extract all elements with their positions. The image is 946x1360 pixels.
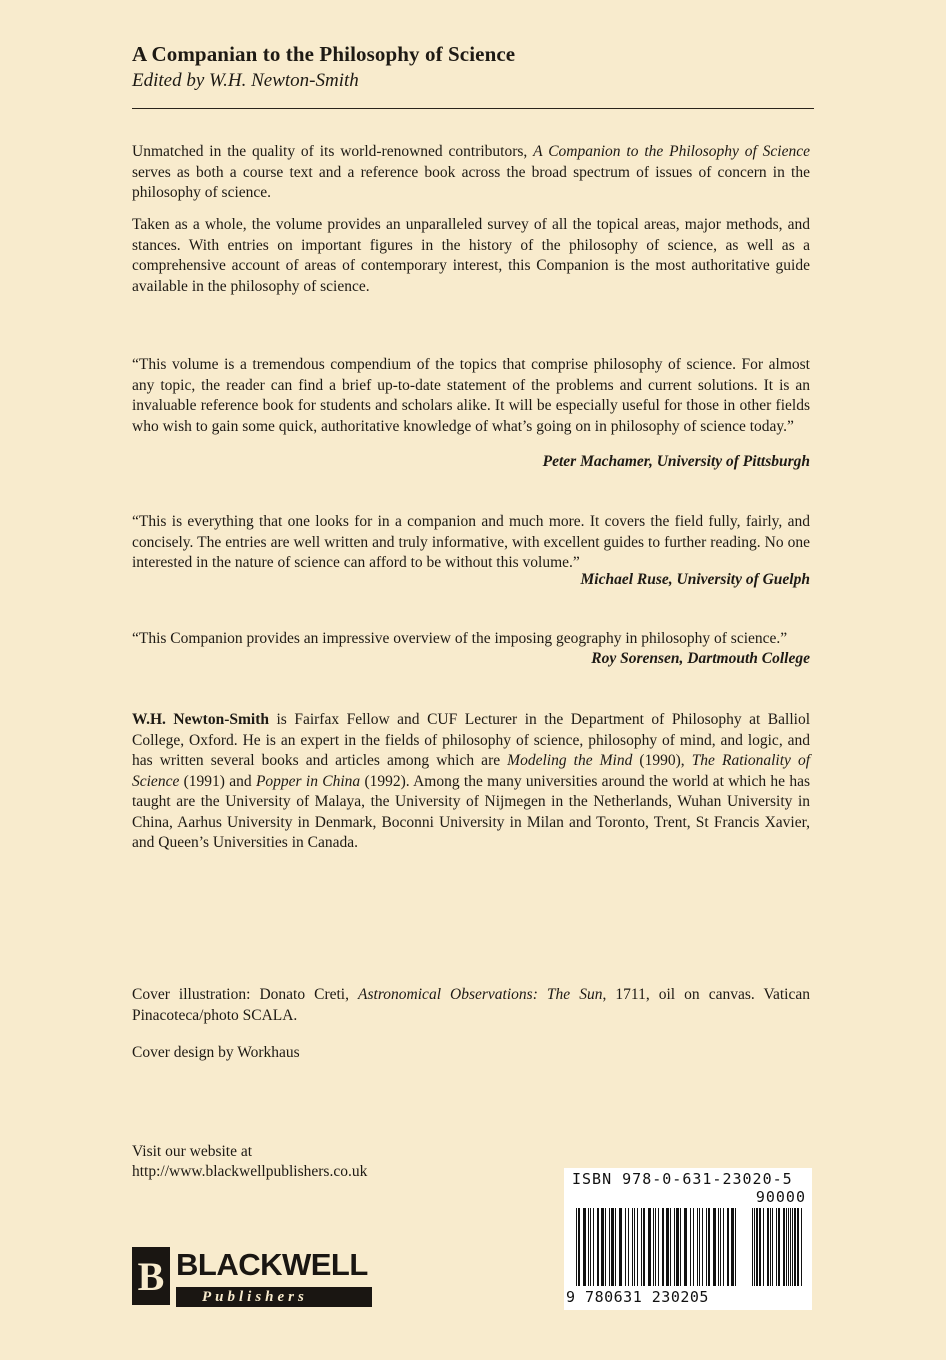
cover-illustration-credit: Cover illustration: Donato Creti, Astronomical Observations: The Sun, 1711, oil on canvas. Vatican Pinacoteca/photo SCALA.: [132, 986, 810, 1024]
barcode-panel: [564, 1168, 812, 1310]
barcode-addon-bar: [767, 1208, 769, 1286]
barcode-addon-bar: [788, 1208, 789, 1286]
barcode-addon-bar: [778, 1208, 780, 1286]
barcode-bar: [697, 1208, 698, 1286]
barcode-addon-bar: [783, 1208, 785, 1286]
barcode-addon-bar: [756, 1208, 758, 1286]
barcode-bar: [670, 1208, 671, 1286]
barcode-bar: [727, 1208, 729, 1286]
author-bio: W.H. Newton-Smith is Fairfax Fellow and CUF Lecturer in the Department of Philosophy at Balliol College, Oxford. He is an expert in the fields of philosophy of science, philosophy of mind, and logic, and has written several books and articles among which are Modeling the Mind (1990), The Rationality of Science (1991) and Popper in China (1992). Among the many universities around the world at which he has taught are the University of Malaya, the University of Nijmegen in the Netherlands, Wuhan University in China, Aarhus University in Denmark, Boconni University in Milan and Toronto, Trent, St Francis Xavier, and Queen’s Universities in Canada.: [132, 711, 811, 851]
publisher-logo-name: BLACKWELL: [176, 1247, 368, 1282]
barcode-bar: [628, 1208, 629, 1286]
barcode-addon-bar: [759, 1208, 761, 1286]
barcode-bar: [632, 1208, 633, 1286]
review-attribution-2: Michael Ruse, University of Guelph: [580, 571, 810, 588]
barcode-bar: [634, 1208, 635, 1286]
barcode-bar: [611, 1208, 614, 1286]
publisher-logo-subtitle: Publishers: [176, 1287, 372, 1307]
barcode-bar: [576, 1208, 577, 1286]
barcode-addon-bar: [801, 1208, 802, 1286]
barcode-addon-bar: [752, 1208, 753, 1286]
barcode-bar: [593, 1208, 594, 1286]
book-title: A Companian to the Philosophy of Science: [132, 42, 516, 66]
barcode-addon-bar: [794, 1208, 796, 1286]
description-paragraph-1: Unmatched in the quality of its world-renowned contributors, A Companion to the Philosophy of Science serves as both a course text and a reference book across the broad spectrum of issues of concern in the philosophy of science.: [132, 143, 810, 201]
website-url[interactable]: http://www.blackwellpublishers.co.uk: [132, 1163, 368, 1180]
barcode-bar: [648, 1208, 651, 1286]
barcode-bar: [615, 1208, 616, 1286]
review-attribution-3: Roy Sorensen, Dartmouth College: [591, 650, 810, 667]
barcode-bar: [641, 1208, 642, 1286]
barcode-bar: [578, 1208, 580, 1286]
barcode-bar: [713, 1208, 716, 1286]
barcode-bar: [684, 1208, 687, 1286]
barcode-bar: [588, 1208, 589, 1286]
isbn-text: ISBN 978-0-631-23020-5: [572, 1170, 793, 1188]
review-quote-3: “This Companion provides an impressive overview of the imposing geography in philosophy of science.”: [132, 630, 788, 647]
barcode-bar: [609, 1208, 610, 1286]
barcode-bar: [674, 1208, 675, 1286]
barcode-bar: [720, 1208, 721, 1286]
barcode-bar: [702, 1208, 703, 1286]
barcode-addon-bar: [770, 1208, 771, 1286]
book-title-inline: A Companion to the Philosophy of Science: [533, 143, 810, 160]
barcode-addon-bar: [797, 1208, 799, 1286]
barcode-bar: [653, 1208, 654, 1286]
barcode-bar: [619, 1208, 622, 1286]
review-quote-1: “This volume is a tremendous compendium of the topics that comprise philosophy of science. For almost any topic, the reader can find a brief up-to-date statement of the problems and current solutions. It is an invaluable reference book for students and scholars alike. It will be especially useful for those in other fields who wish to gain some quick, authoritative knowledge of what’s going on in philosophy of science today.”: [132, 356, 810, 435]
editor-line: Edited by W.H. Newton-Smith: [132, 70, 359, 91]
barcode-bar: [658, 1208, 659, 1286]
barcode-bar: [718, 1208, 719, 1286]
barcode-bar: [583, 1208, 586, 1286]
barcode-bar: [690, 1208, 691, 1286]
barcode-bar: [693, 1208, 694, 1286]
barcode-digits: 9 780631 230205: [566, 1288, 709, 1306]
barcode-bar: [706, 1208, 707, 1286]
barcode-bar: [643, 1208, 645, 1286]
barcode-addon-bar: [790, 1208, 791, 1286]
barcode-bar: [666, 1208, 669, 1286]
barcode-bar: [680, 1208, 681, 1286]
barcode-bar: [676, 1208, 679, 1286]
website-label: Visit our website at: [132, 1143, 253, 1160]
barcode-bar: [723, 1208, 724, 1286]
publisher-logo-mark: B: [132, 1247, 170, 1305]
barcode-bar: [625, 1208, 626, 1286]
barcode-bar: [699, 1208, 700, 1286]
description-paragraph-2: Taken as a whole, the volume provides an unparalleled survey of all the topical areas, major methods, and stances. With entries on important figures in the history of the philosophy of science, as well as a comprehensive account of areas of contemporary interest, this Companion is the most authoritative guide available in the philosophy of science.: [132, 216, 810, 295]
cover-design-credit: Cover design by Workhaus: [132, 1044, 300, 1061]
price-code: 90000: [755, 1188, 806, 1206]
barcode-bar: [637, 1208, 638, 1286]
barcode-addon-bar: [776, 1208, 777, 1286]
barcode-addon-bar: [772, 1208, 773, 1286]
barcode-graphic: [576, 1208, 808, 1288]
barcode-addon-bar: [786, 1208, 787, 1286]
barcode-bar: [590, 1208, 591, 1286]
barcode-bar: [662, 1208, 664, 1286]
barcode-bar: [605, 1208, 606, 1286]
review-attribution-1: Peter Machamer, University of Pittsburgh: [542, 453, 810, 470]
barcode-addon-bar: [792, 1208, 793, 1286]
barcode-bar: [597, 1208, 599, 1286]
barcode-bar: [735, 1208, 736, 1286]
barcode-bar: [601, 1208, 604, 1286]
author-name: W.H. Newton-Smith: [132, 711, 269, 728]
review-quote-2: “This is everything that one looks for in a companion and much more. It covers the field fully, fairly, and concisely. The entries are well written and truly informative, with excellent guides to further reading. No one interested in the nature of science can afford to be without this volume.”: [132, 513, 810, 571]
barcode-addon-bar: [763, 1208, 764, 1286]
header-divider: [132, 108, 814, 109]
barcode-addon-bar: [754, 1208, 755, 1286]
barcode-bar: [731, 1208, 734, 1286]
barcode-bar: [708, 1208, 710, 1286]
barcode-bar: [655, 1208, 656, 1286]
